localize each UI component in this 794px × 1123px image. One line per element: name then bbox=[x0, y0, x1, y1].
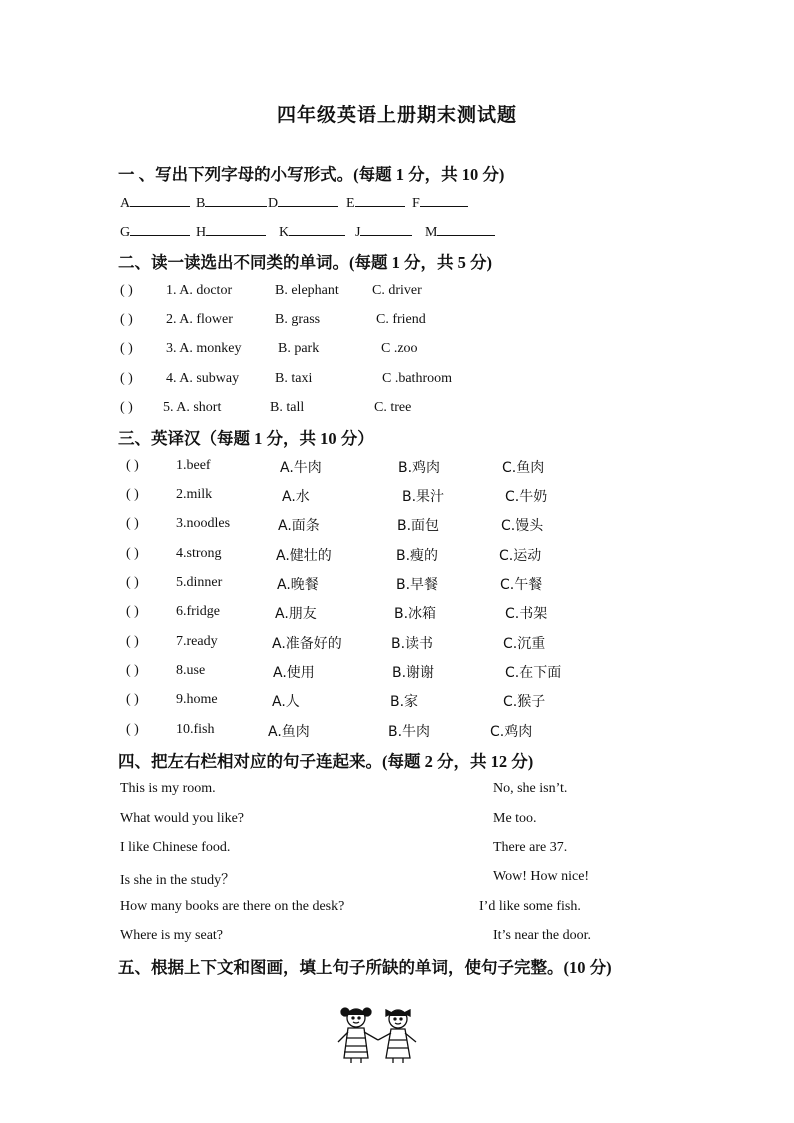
option-c: C. friend bbox=[376, 312, 426, 327]
option-b: B.鸡肉 bbox=[398, 460, 441, 476]
english-word: 10.fish bbox=[176, 722, 215, 737]
answer-bracket: ( ) bbox=[126, 692, 139, 707]
section4-heading: 四、把左右栏相对应的句子连起来。(每题 2 分，共 12 分) bbox=[118, 752, 534, 771]
option-c: C.馒头 bbox=[501, 518, 544, 534]
option-b: B. park bbox=[278, 341, 320, 356]
answer-bracket: ( ) bbox=[126, 458, 139, 473]
option-c: C. tree bbox=[374, 400, 412, 415]
answer-bracket: ( ) bbox=[126, 575, 139, 590]
english-word: 6.fridge bbox=[176, 604, 220, 619]
option-a: A.朋友 bbox=[275, 606, 317, 622]
option-a: 3. A. monkey bbox=[166, 341, 242, 356]
option-b: B.牛肉 bbox=[388, 724, 431, 740]
left-sentence: I like Chinese food. bbox=[120, 840, 231, 855]
page-title: 四年级英语上册期末测试题 bbox=[276, 105, 517, 126]
option-c: C.猴子 bbox=[503, 694, 546, 710]
section5-heading: 五、根据上下文和图画，填上句子所缺的单词，使句子完整。(10 分) bbox=[118, 958, 612, 977]
option-c: C.在下面 bbox=[505, 665, 562, 681]
option-a: 4. A. subway bbox=[166, 371, 240, 386]
english-word: 7.ready bbox=[176, 634, 218, 649]
letter-blank: E bbox=[346, 194, 405, 212]
option-b: B. taxi bbox=[275, 371, 313, 386]
option-c: C.沉重 bbox=[503, 636, 546, 652]
right-sentence: Me too. bbox=[493, 811, 537, 826]
option-b: B.果汁 bbox=[402, 489, 445, 505]
option-b: B. grass bbox=[275, 312, 321, 327]
english-word: 4.strong bbox=[176, 546, 222, 561]
section2-heading: 二、读一读选出不同类的单词。(每题 1 分，共 5 分) bbox=[118, 253, 492, 272]
letter-blank: D bbox=[268, 194, 338, 212]
option-a: A.晚餐 bbox=[277, 577, 319, 593]
option-a: 1. A. doctor bbox=[166, 283, 233, 298]
answer-bracket: ( ) bbox=[120, 312, 133, 327]
section1-heading: 一 、写出下列字母的小写形式。(每题 1 分，共 10 分) bbox=[118, 165, 505, 184]
letter-blank: A bbox=[120, 194, 190, 212]
answer-bracket: ( ) bbox=[120, 371, 133, 386]
option-c: C .zoo bbox=[381, 341, 418, 356]
option-a: A.健壮的 bbox=[276, 548, 332, 564]
answer-bracket: ( ) bbox=[120, 341, 133, 356]
option-b: B. elephant bbox=[275, 283, 339, 298]
left-sentence: Where is my seat? bbox=[120, 928, 224, 943]
option-b: B.面包 bbox=[397, 518, 440, 534]
english-word: 3.noodles bbox=[176, 516, 231, 531]
answer-bracket: ( ) bbox=[120, 400, 133, 415]
option-a: A.人 bbox=[272, 694, 300, 710]
option-c: C.午餐 bbox=[500, 577, 543, 593]
option-b: B.瘦的 bbox=[396, 548, 439, 564]
letter-blank: J bbox=[355, 223, 412, 241]
option-c: C .bathroom bbox=[382, 371, 452, 386]
option-a: A.使用 bbox=[273, 665, 315, 681]
left-sentence: This is my room. bbox=[120, 781, 216, 796]
left-sentence: What would you like? bbox=[120, 811, 245, 826]
answer-bracket: ( ) bbox=[126, 546, 139, 561]
option-c: C.鸡肉 bbox=[490, 724, 533, 740]
right-sentence: Wow! How nice! bbox=[493, 869, 590, 884]
english-word: 5.dinner bbox=[176, 575, 223, 590]
answer-bracket: ( ) bbox=[126, 663, 139, 678]
left-sentence: Is she in the study？ bbox=[120, 873, 236, 888]
answer-bracket: ( ) bbox=[126, 516, 139, 531]
right-sentence: It’s near the door. bbox=[493, 928, 591, 943]
option-c: C. driver bbox=[372, 283, 422, 298]
option-a: A.牛肉 bbox=[280, 460, 322, 476]
letter-blank: M bbox=[425, 223, 495, 241]
option-b: B.早餐 bbox=[396, 577, 439, 593]
right-sentence: There are 37. bbox=[493, 840, 568, 855]
english-word: 2.milk bbox=[176, 487, 213, 502]
two-girls-picture bbox=[326, 1002, 430, 1064]
option-a: A.准备好的 bbox=[272, 636, 342, 652]
letter-blank: B bbox=[196, 194, 267, 212]
letter-blank: K bbox=[279, 223, 345, 241]
option-c: C.运动 bbox=[499, 548, 542, 564]
option-b: B.家 bbox=[390, 694, 419, 710]
option-a: A.水 bbox=[282, 489, 310, 505]
answer-bracket: ( ) bbox=[126, 634, 139, 649]
left-sentence: How many books are there on the desk? bbox=[120, 899, 345, 914]
option-a: A.鱼肉 bbox=[268, 724, 310, 740]
right-sentence: No, she isn’t. bbox=[493, 781, 568, 796]
option-b: B.冰箱 bbox=[394, 606, 437, 622]
answer-bracket: ( ) bbox=[126, 604, 139, 619]
section3-heading: 三、英译汉（每题 1 分，共 10 分） bbox=[118, 429, 374, 448]
letter-blank: H bbox=[196, 223, 266, 241]
answer-bracket: ( ) bbox=[126, 487, 139, 502]
english-word: 8.use bbox=[176, 663, 206, 678]
option-a: 5. A. short bbox=[163, 400, 222, 415]
english-word: 9.home bbox=[176, 692, 218, 707]
option-a: A.面条 bbox=[278, 518, 320, 534]
option-b: B.读书 bbox=[391, 636, 434, 652]
right-sentence: I’d like some fish. bbox=[479, 899, 581, 914]
answer-bracket: ( ) bbox=[120, 283, 133, 298]
answer-bracket: ( ) bbox=[126, 722, 139, 737]
letter-blank: F bbox=[412, 194, 468, 212]
option-c: C.牛奶 bbox=[505, 489, 548, 505]
option-c: C.鱼肉 bbox=[502, 460, 545, 476]
option-c: C.书架 bbox=[505, 606, 548, 622]
option-b: B. tall bbox=[270, 400, 305, 415]
option-a: 2. A. flower bbox=[166, 312, 233, 327]
option-b: B.谢谢 bbox=[392, 665, 435, 681]
letter-blank: G bbox=[120, 223, 190, 241]
english-word: 1.beef bbox=[176, 458, 211, 473]
